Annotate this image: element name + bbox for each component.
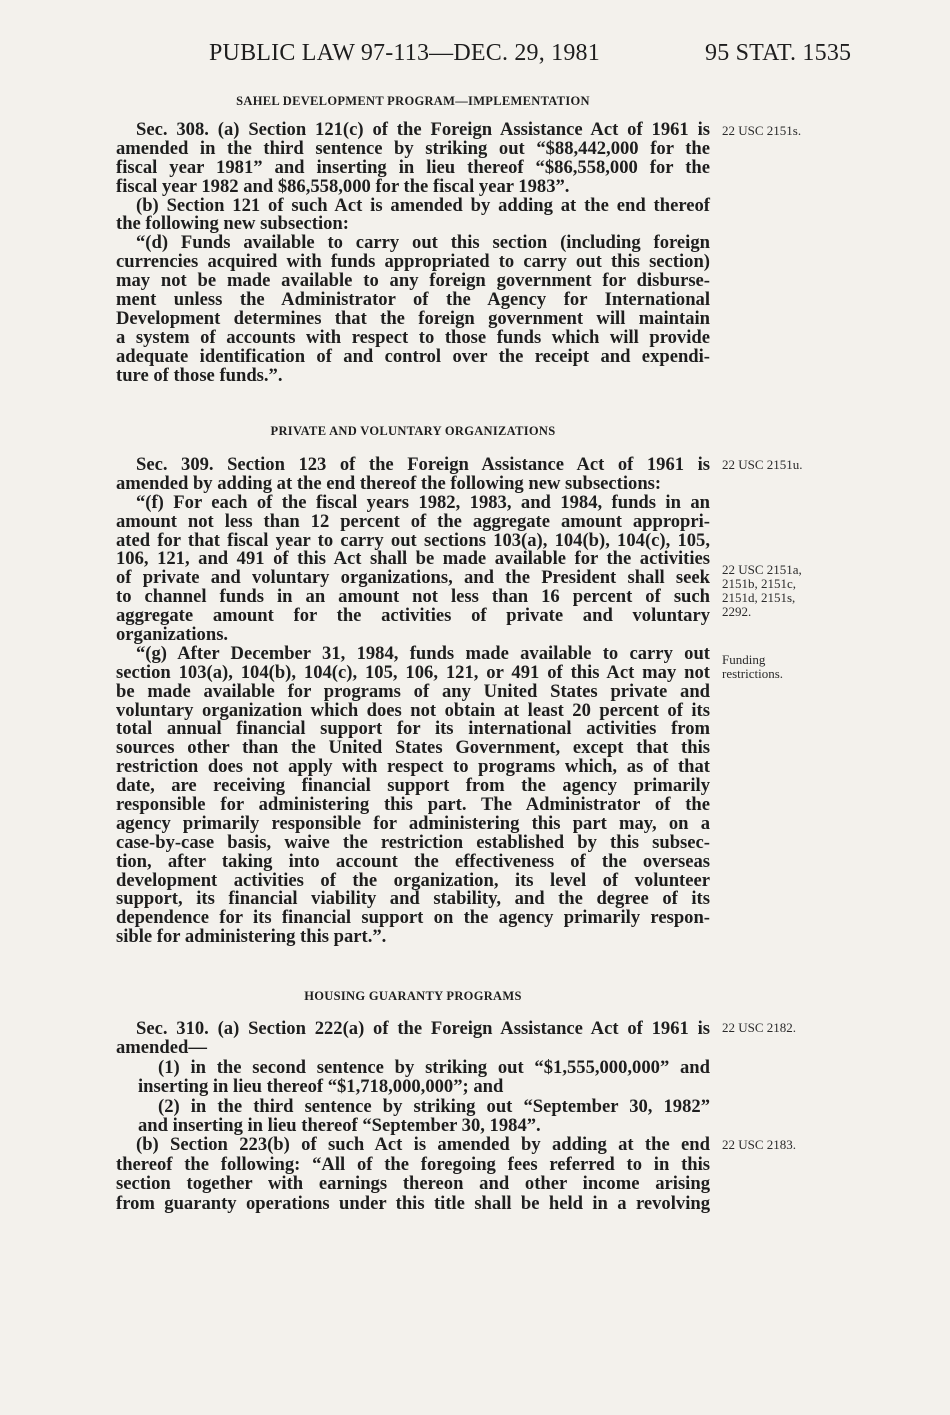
text-line: ated for that fiscal year to carry out sections 103(a), 104(b), 104(c), 105, [116,529,710,551]
text-line: (b) Section 121 of such Act is amended by adding at the end thereof [136,194,710,216]
margin-note-line: 2151d, 2151s, [722,590,796,605]
text-line: voluntary organization which does not obtain at least 20 percent of its [116,699,710,721]
text-line: Sec. 309. Section 123 of the Foreign Assistance Act of 1961 is [136,454,710,475]
text-line: may not be made available to any foreign government for disburse- [116,270,710,292]
text-line: of private and voluntary organizations, and the President shall seek [116,567,710,589]
text-line: and inserting in lieu thereof “September 30, 1984”. [138,1114,541,1136]
statute-page-number: 95 STAT. 1535 [705,40,852,66]
text-line: support, its financial viability and stability, and the degree of its [116,888,710,910]
margin-note-line: restrictions. [722,666,784,681]
text-line: the following new subsection: [116,213,349,235]
text-line: (b) Section 223(b) of such Act is amended by adding at the end [136,1134,710,1156]
text-line: ment unless the Administrator of the Agency for International [116,289,710,311]
text-line: dependence for its financial support on the agency primarily respon- [116,907,710,929]
text-line: amended— [116,1037,207,1059]
margin-note [722,458,803,472]
text-line: sources other than the United States Government, except that this [116,737,710,759]
section-heading: HOUSING GUARANTY PROGRAMS [304,989,522,1003]
margin-note [722,124,801,138]
section-308-body [116,121,710,385]
text-line: responsible for administering this part. The Administrator of the [116,794,710,816]
text-line: case-by-case basis, waive the restriction established by this subsec- [116,831,710,853]
margin-note [722,1138,796,1152]
text-line: tion, after taking into account the effectiveness of the overseas [116,850,710,872]
text-line: amount not less than 12 percent of the aggregate amount appropri- [116,510,710,532]
margin-note-line: 22 USC 2151a, [722,562,802,577]
text-line: total annual financial support for its international activities from [116,718,710,740]
margin-note [722,563,802,619]
margin-note-line: 22 USC 2151u. [722,457,803,472]
text-line: agency primarily responsible for administering this part may, on a [116,812,710,834]
running-header-title: PUBLIC LAW 97-113—DEC. 29, 1981 [209,40,600,66]
text-line: be made available for programs of any United States private and [116,680,710,702]
text-line: development activities of the organization, its level of volunteer [116,869,710,891]
margin-note [722,1021,796,1035]
margin-note-line: 22 USC 2151s. [722,123,802,138]
text-line: (1) in the second sentence by striking out “$1,555,000,000” and [158,1056,710,1078]
text-line: a system of accounts with respect to those funds which will provide [116,326,710,348]
text-line: Development determines that the foreign government will maintain [116,307,710,329]
section-heading: PRIVATE AND VOLUNTARY ORGANIZATIONS [270,424,556,438]
text-line: sible for administering this part.”. [116,926,387,948]
margin-note-line: 2151b, 2151c, [722,576,797,591]
text-line: amended in the third sentence by striking out “$88,442,000 for the [116,137,710,159]
section-309-body [116,456,710,947]
text-line: date, are receiving financial support from the agency primarily [116,775,710,797]
text-line: ture of those funds.”. [116,364,283,386]
text-line: inserting in lieu thereof “$1,718,000,000”; and [138,1076,504,1098]
text-line: “(f) For each of the fiscal years 1982, 1983, and 1984, funds in an [136,491,710,513]
text-line: from guaranty operations under this title shall be held in a revolving [116,1192,710,1214]
margin-note [722,653,783,681]
margin-note-line: 22 USC 2182. [722,1020,797,1035]
text-line: section together with earnings thereon and other income arising [116,1173,710,1195]
text-line: organizations. [116,624,229,646]
text-line: amended by adding at the end thereof the following new subsections: [116,472,662,494]
text-line: thereof the following: “All of the foregoing fees referred to in this [116,1153,710,1175]
text-line: Sec. 308. (a) Section 121(c) of the Foreign Assistance Act of 1961 is [136,119,710,140]
text-line: to channel funds in an amount not less than 16 percent of such [116,586,710,608]
text-line: section 103(a), 104(b), 104(c), 105, 106, 121, or 491 of this Act may not [116,661,710,683]
text-line: currencies acquired with funds appropriated to carry out this section) [116,251,710,273]
section-heading: SAHEL DEVELOPMENT PROGRAM—IMPLEMENTATION [236,94,590,108]
text-line: Sec. 310. (a) Section 222(a) of the Foreign Assistance Act of 1961 is [136,1018,710,1039]
text-line: aggregate amount for the activities of private and voluntary [116,605,710,627]
text-line: adequate identification of and control over the receipt and expendi- [116,345,710,367]
text-line: fiscal year 1982 and $86,558,000 for the fiscal year 1983”. [116,175,570,197]
section-310-body [116,1019,710,1213]
text-line: “(g) After December 31, 1984, funds made available to carry out [136,642,710,664]
margin-note-line: 2292. [722,604,752,619]
text-line: 106, 121, and 491 of this Act shall be made available for the activities [116,548,710,570]
text-line: “(d) Funds available to carry out this section (including foreign [136,232,710,254]
text-line: (2) in the third sentence by striking out “September 30, 1982” [158,1095,710,1117]
text-line: restriction does not apply with respect to programs which, as of that [116,756,710,778]
margin-note-line: 22 USC 2183. [722,1137,797,1152]
text-line: fiscal year 1981” and inserting in lieu thereof “$86,558,000 for the [116,156,710,178]
margin-note-line: Funding [722,652,766,667]
